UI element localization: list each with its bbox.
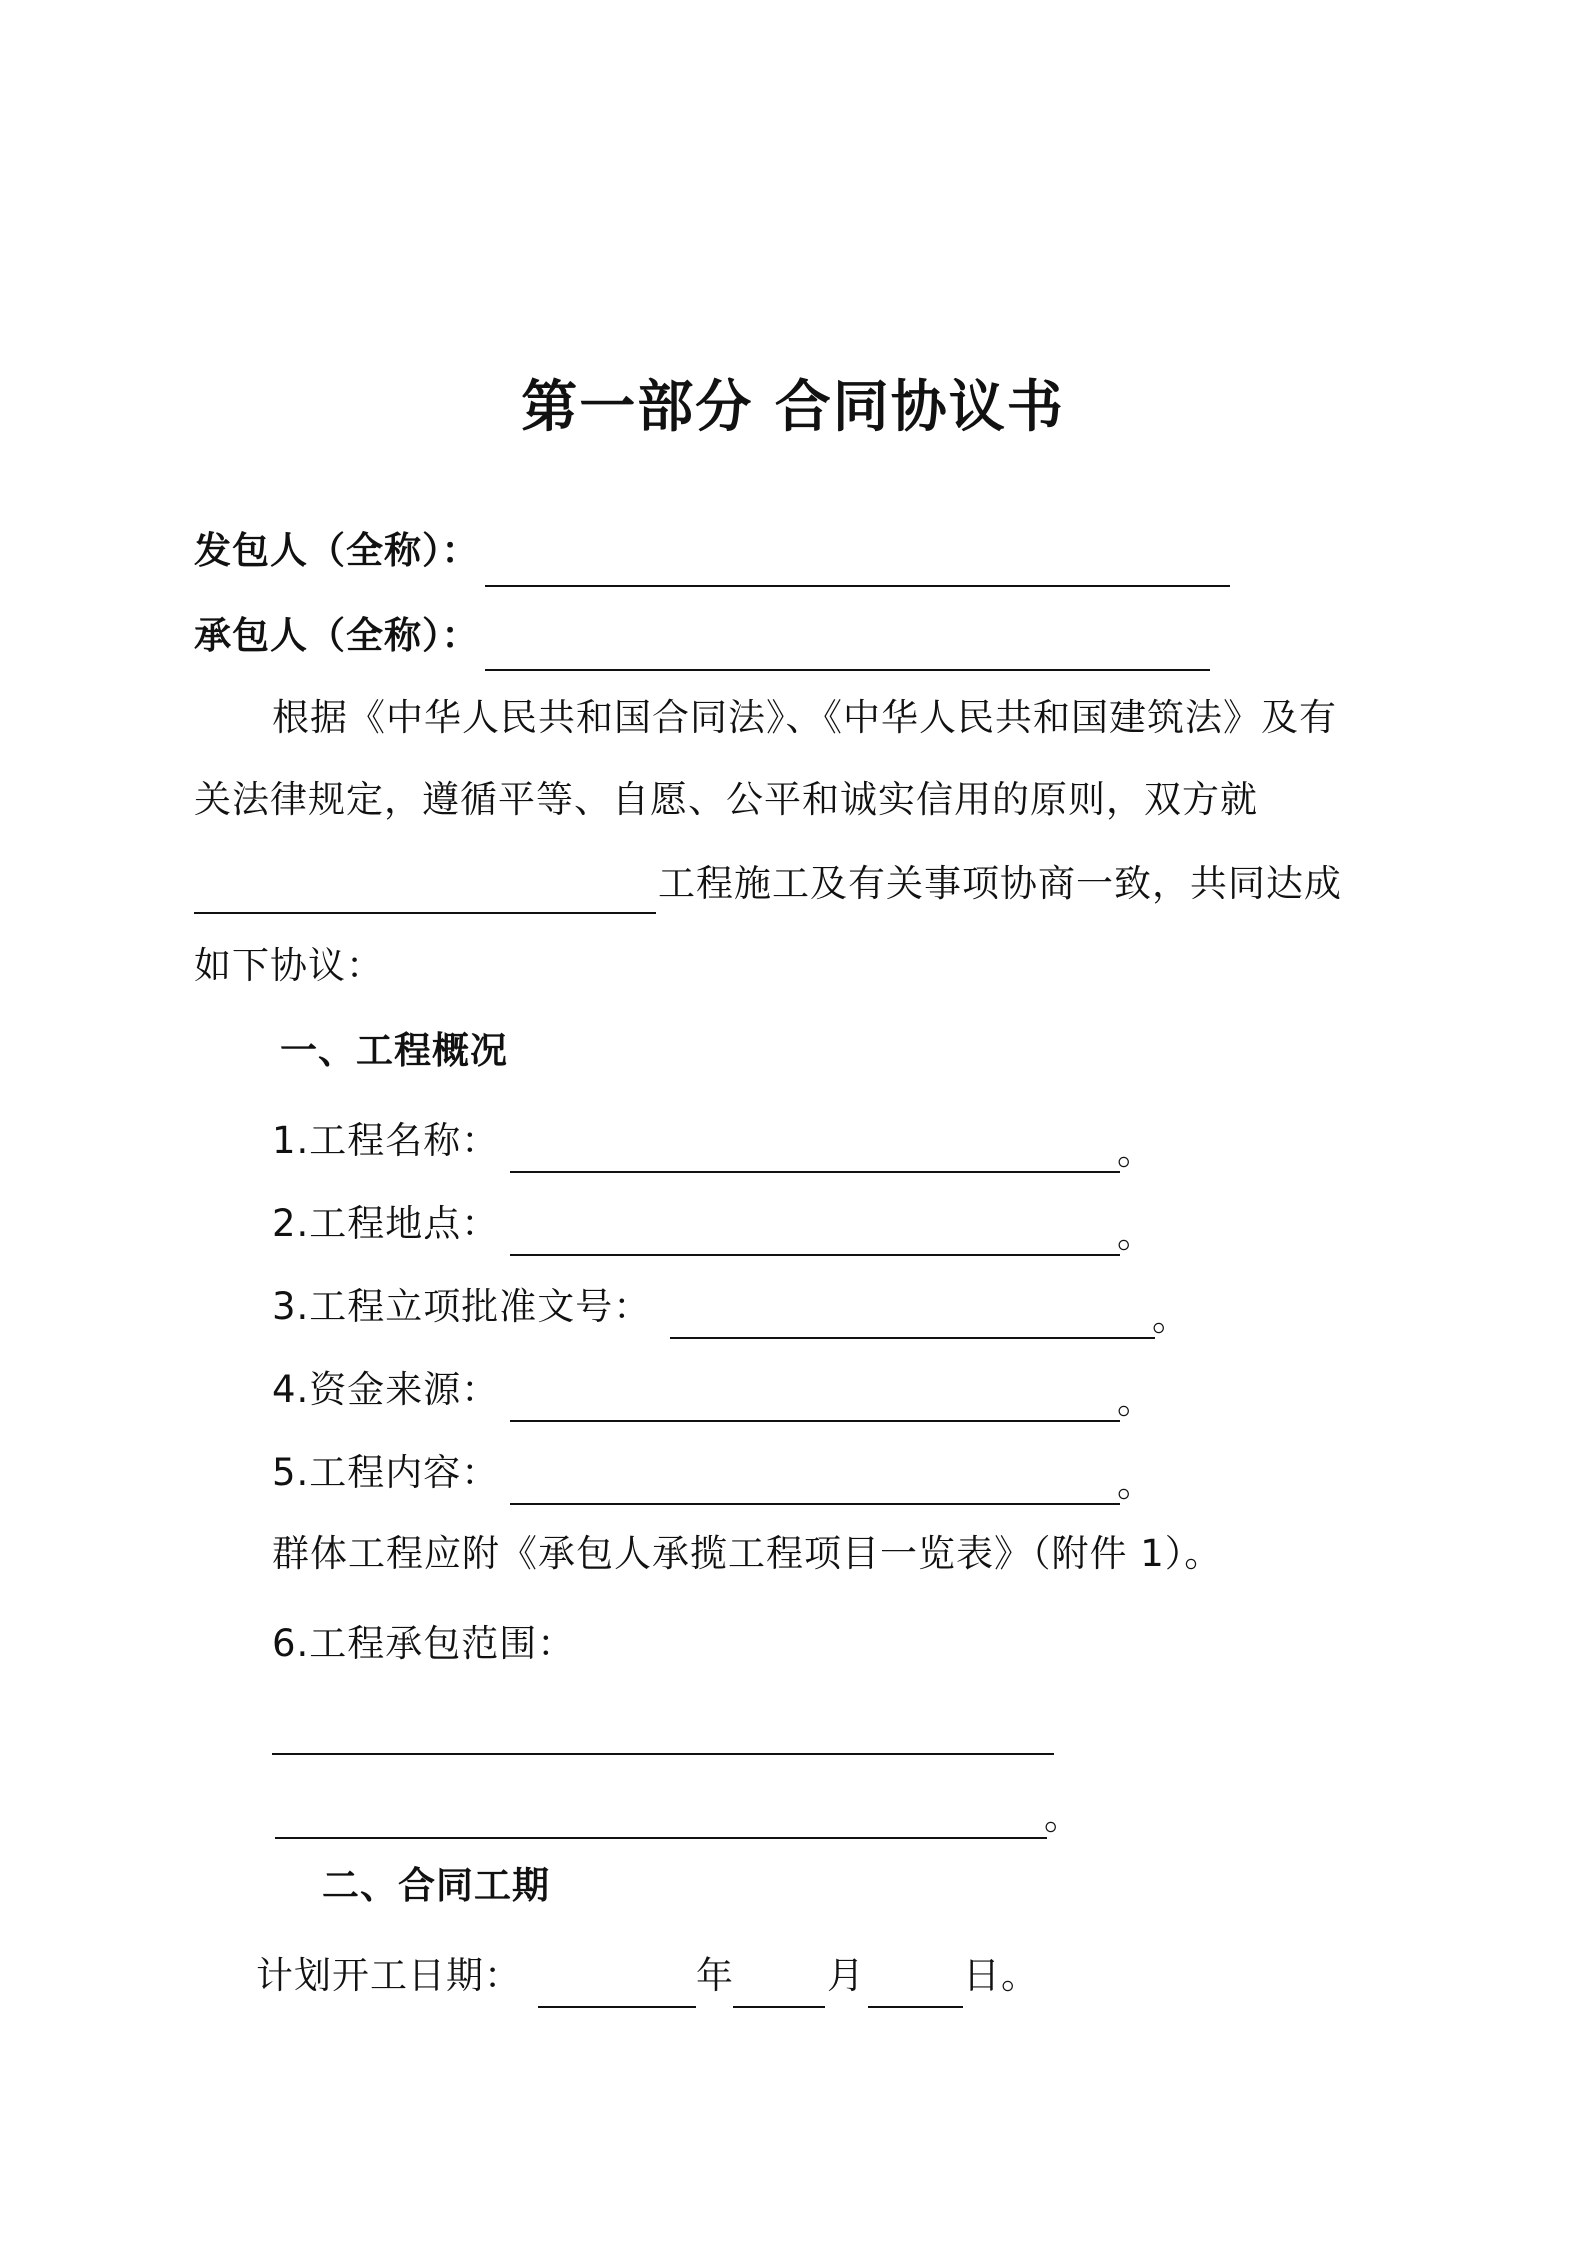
item-project-location-end: 。	[1117, 1213, 1155, 1256]
item-project-content-end: 。	[1117, 1462, 1155, 1505]
contractor-label: 承包人（全称）：	[194, 614, 480, 657]
document-title: 第一部分 合同协议书	[521, 375, 1065, 440]
item-project-name-label: 1.工程名称：	[272, 1119, 500, 1162]
item-approval-number-label: 3.工程立项批准文号：	[272, 1285, 652, 1328]
preamble-line-3: 工程施工及有关事项协商一致，共同达成	[658, 862, 1342, 905]
preamble-line-4: 如下协议：	[194, 944, 384, 987]
project-name-blank[interactable]	[194, 912, 656, 914]
project-content-field[interactable]	[510, 1503, 1120, 1505]
group-project-note: 群体工程应附《承包人承揽工程项目一览表》（附件 1）。	[272, 1532, 1223, 1575]
item-approval-number-end: 。	[1152, 1296, 1190, 1339]
section-1-heading: 一、工程概况	[280, 1029, 508, 1072]
section-2-heading: 二、合同工期	[322, 1864, 550, 1907]
employer-name-blank[interactable]	[485, 585, 1230, 587]
project-name-field[interactable]	[510, 1171, 1120, 1173]
start-year-field[interactable]	[538, 2006, 696, 2008]
year-label: 年	[696, 1954, 734, 1997]
scope-field-line-1[interactable]	[272, 1753, 1054, 1755]
item-funding-source-label: 4.资金来源：	[272, 1368, 500, 1411]
funding-source-field[interactable]	[510, 1420, 1120, 1422]
contractor-name-blank[interactable]	[485, 669, 1210, 671]
item-project-content-label: 5.工程内容：	[272, 1451, 500, 1494]
item-project-name-end: 。	[1117, 1130, 1155, 1173]
item-scope-label: 6.工程承包范围：	[272, 1622, 576, 1665]
scope-field-line-2[interactable]	[275, 1837, 1047, 1839]
item-scope-end: 。	[1044, 1795, 1082, 1838]
project-location-field[interactable]	[510, 1254, 1120, 1256]
day-label: 日。	[963, 1954, 1039, 1997]
month-label: 月	[827, 1954, 865, 1997]
start-day-field[interactable]	[868, 2006, 963, 2008]
preamble-line-1: 根据《中华人民共和国合同法》、《中华人民共和国建筑法》及有	[272, 696, 1337, 739]
approval-number-field[interactable]	[670, 1337, 1155, 1339]
employer-label: 发包人（全称）：	[194, 529, 480, 572]
preamble-line-2: 关法律规定，遵循平等、自愿、公平和诚实信用的原则，双方就	[194, 778, 1258, 821]
item-funding-source-end: 。	[1117, 1379, 1155, 1422]
start-month-field[interactable]	[733, 2006, 825, 2008]
start-date-label: 计划开工日期：	[256, 1954, 522, 1997]
item-project-location-label: 2.工程地点：	[272, 1202, 500, 1245]
